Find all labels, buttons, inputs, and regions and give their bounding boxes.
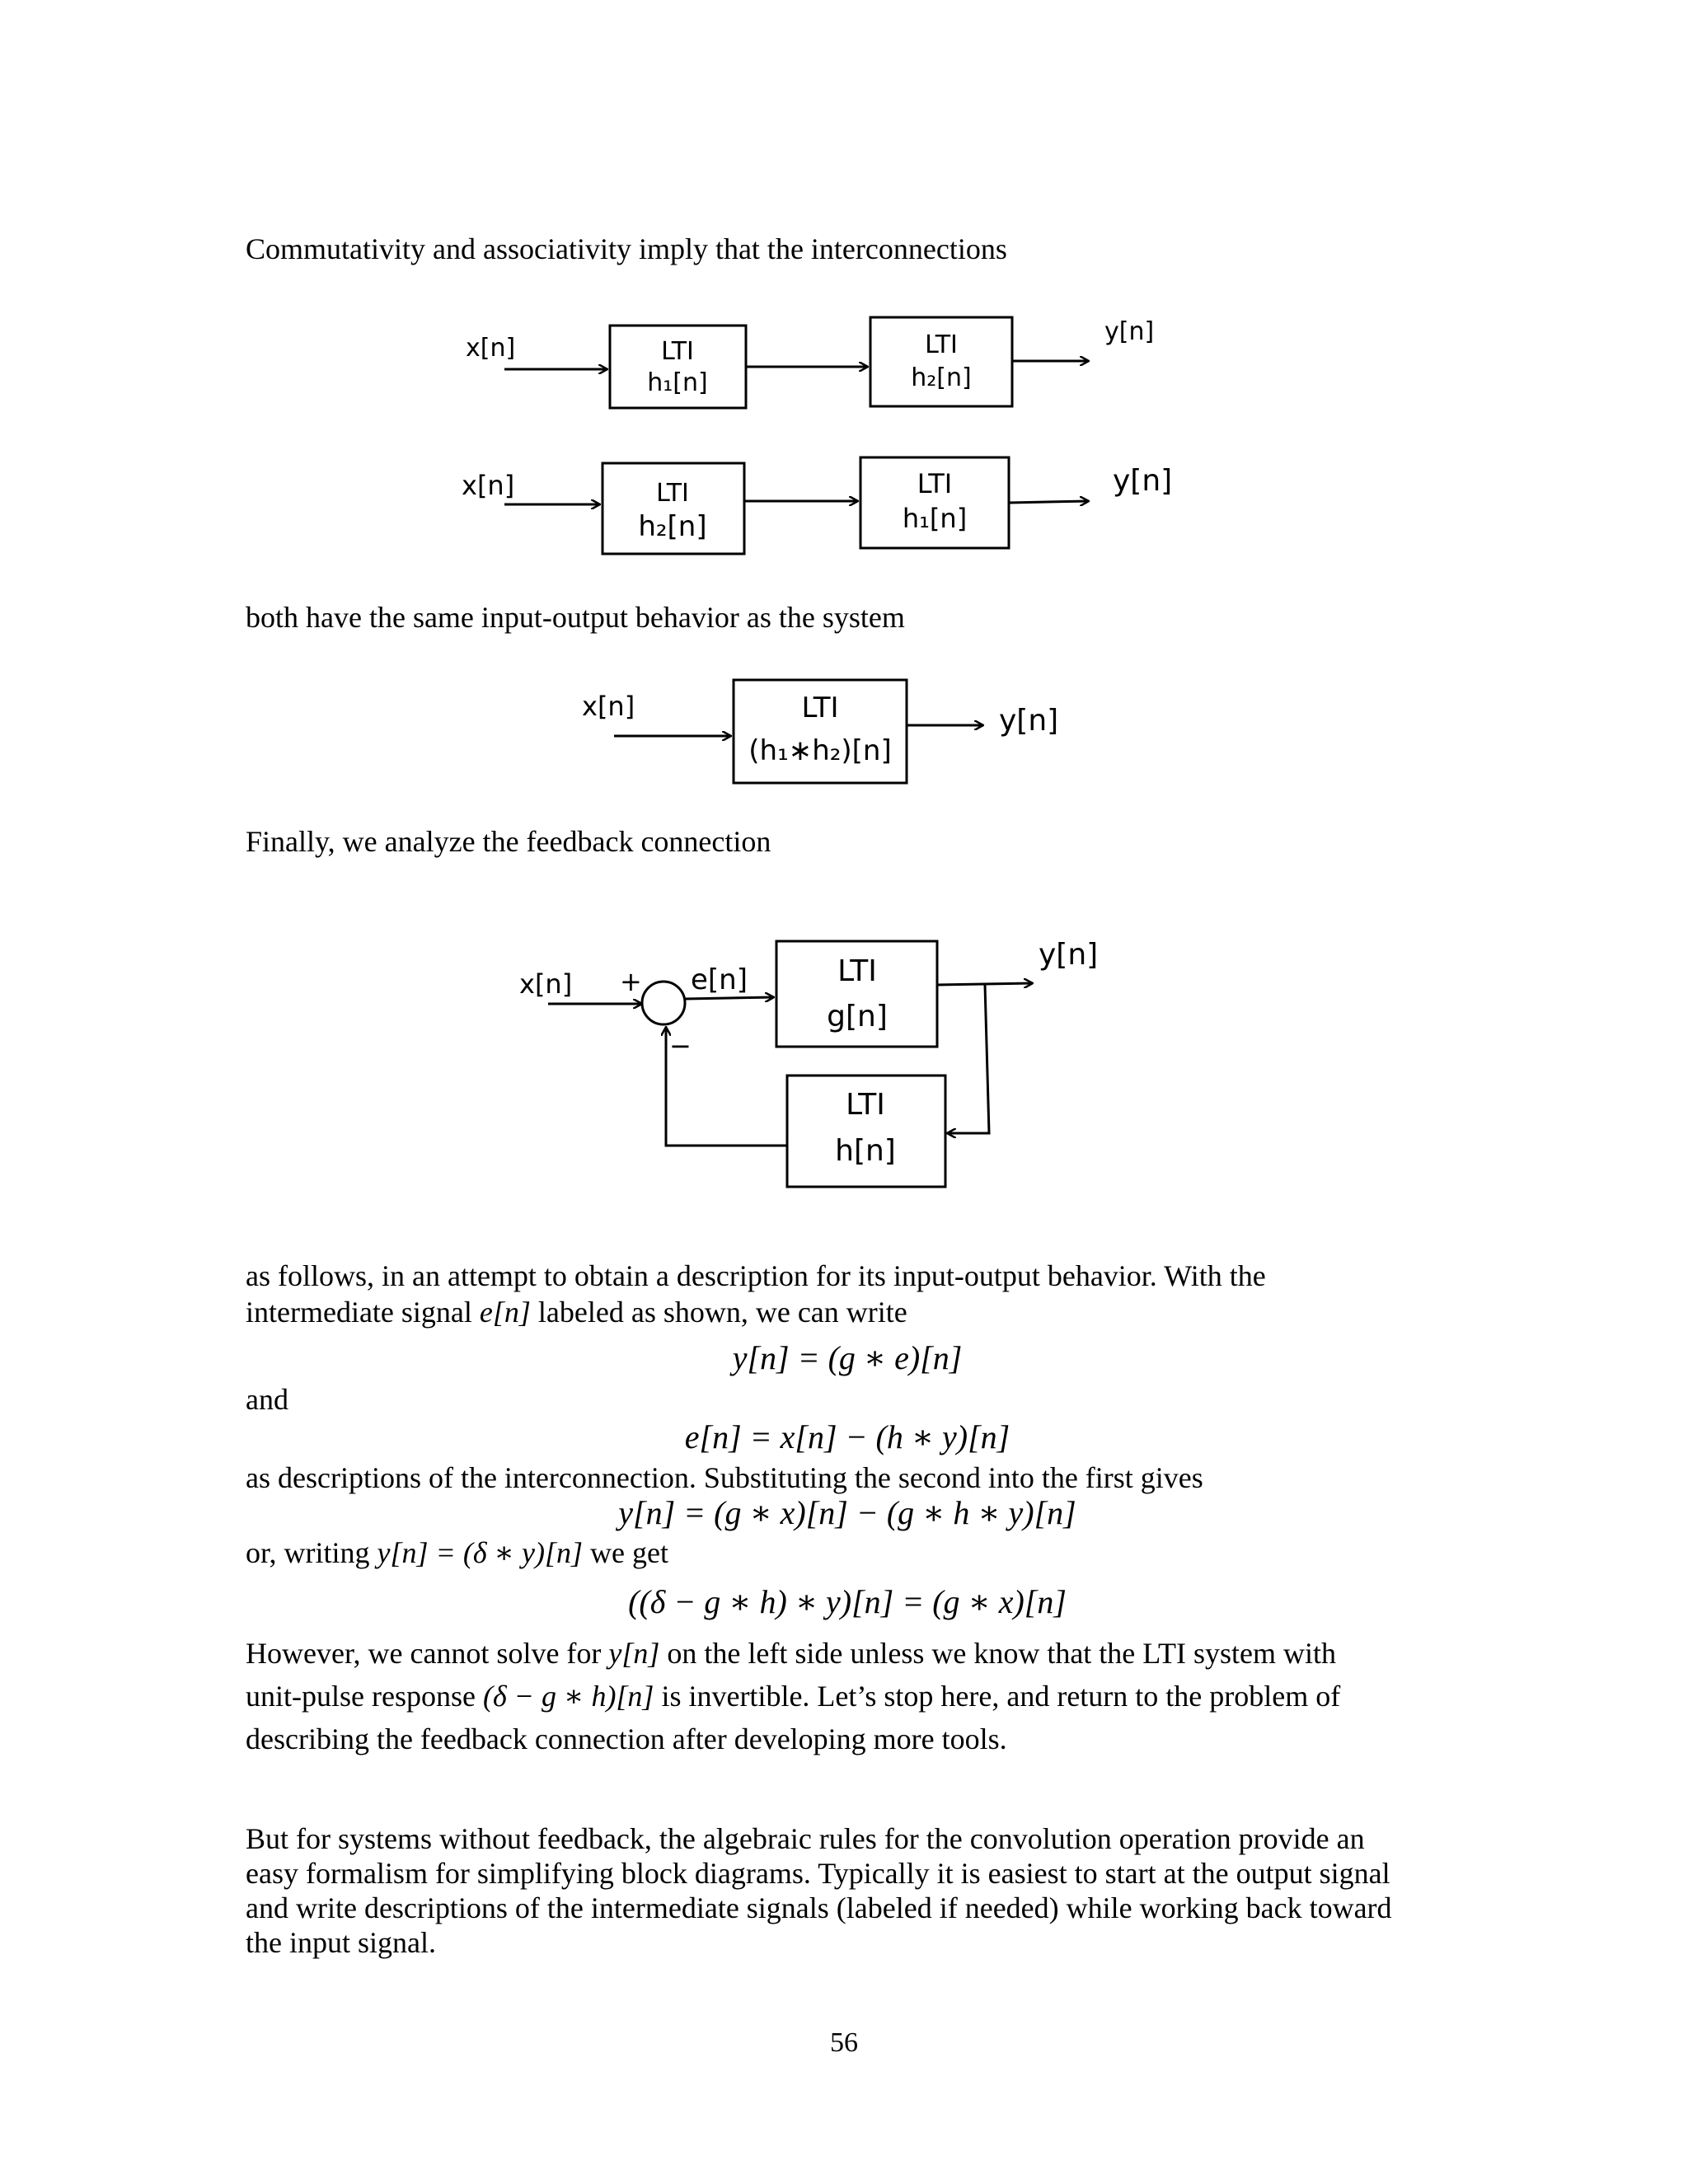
block-label-h2: h₂[n]	[911, 363, 972, 392]
block-label-h1: h₁[n]	[647, 368, 708, 397]
block-label-lti: LTI	[661, 337, 694, 366]
input-label: x[n]	[582, 691, 635, 722]
block-label-convolution: (h₁∗h₂)[n]	[748, 734, 892, 767]
text-fragment: However, we cannot solve for	[246, 1637, 602, 1670]
diagram-cascade-2	[462, 457, 1172, 554]
feedback-path-left	[666, 1047, 787, 1146]
block-label-h: h[n]	[835, 1134, 896, 1168]
feedback-path-right	[948, 985, 989, 1133]
inline-math-identity: y[n] = (δ ∗ y)[n]	[377, 1536, 584, 1569]
text-fragment: labeled as shown, we can write	[537, 1296, 907, 1329]
output-label: y[n]	[999, 704, 1059, 738]
arrow-output	[937, 983, 1032, 985]
paragraph-feedback: Finally, we analyze the feedback connection	[246, 825, 771, 858]
text-fragment: on the left side unless we know that the LTI system with	[667, 1637, 1336, 1670]
output-label: y[n]	[1039, 938, 1099, 972]
equation-2: e[n] = x[n] − (h ∗ y)[n]	[684, 1418, 1010, 1455]
text-fragment: or, writing	[246, 1536, 370, 1569]
block-label-lti: LTI	[801, 691, 839, 724]
output-label: y[n]	[1113, 464, 1173, 498]
arrow-error	[685, 997, 773, 999]
paragraph-same-behavior: both have the same input-output behavior as the system	[246, 601, 905, 634]
block-label-lti: LTI	[925, 330, 958, 359]
word-and: and	[246, 1383, 288, 1416]
line: and write descriptions of the intermediate signals (labeled if needed) while working back toward	[246, 1891, 1392, 1924]
block-label-h2: h₂[n]	[638, 510, 707, 543]
input-label: x[n]	[519, 968, 573, 1000]
diagram-equivalent	[582, 680, 1058, 783]
equation-1: y[n] = (g ∗ e)[n]	[732, 1339, 963, 1376]
minus-sign: −	[669, 1030, 692, 1062]
block-label-lti: LTI	[846, 1088, 885, 1122]
text-fragment: is invertible. Let’s stop here, and return to the problem of	[661, 1680, 1341, 1713]
equation-4: ((δ − g ∗ h) ∗ y)[n] = (g ∗ x)[n]	[628, 1583, 1067, 1620]
line: easy formalism for simplifying block diagrams. Typically it is easiest to start at the output signal	[246, 1857, 1390, 1890]
inline-math-e: e[n]	[479, 1296, 531, 1329]
paragraph-substituting: as descriptions of the interconnection. Substituting the second into the first gives	[246, 1461, 1203, 1494]
input-label: x[n]	[466, 334, 516, 363]
diagram-feedback	[519, 938, 1098, 1187]
line-describing: describing the feedback connection after developing more tools.	[246, 1722, 1007, 1755]
line: But for systems without feedback, the algebraic rules for the convolution operation provide an	[246, 1822, 1365, 1855]
equation-3: y[n] = (g ∗ x)[n] − (g ∗ h ∗ y)[n]	[618, 1494, 1076, 1531]
text-fragment: intermediate signal	[246, 1296, 472, 1329]
paragraph-intro: Commutativity and associativity imply that the interconnections	[246, 232, 1007, 265]
input-label: x[n]	[462, 470, 515, 501]
block-label-lti: LTI	[917, 468, 953, 499]
text-fragment: unit-pulse response	[246, 1680, 476, 1713]
block-label-g: g[n]	[827, 1000, 888, 1033]
inline-math-response: (δ − g ∗ h)[n]	[482, 1680, 654, 1713]
plus-sign: +	[620, 966, 642, 997]
output-label: y[n]	[1104, 317, 1155, 346]
summing-junction	[642, 982, 685, 1024]
line: the input signal.	[246, 1926, 436, 1959]
text-fragment: we get	[590, 1536, 668, 1569]
inline-math-y: y[n]	[608, 1637, 660, 1670]
block-label-h1: h₁[n]	[902, 503, 968, 534]
diagram-cascade-1	[466, 317, 1154, 408]
line-as-follows: as follows, in an attempt to obtain a description for its input-output behavior. With the	[246, 1259, 1266, 1292]
error-label: e[n]	[691, 963, 748, 996]
page-number: 56	[830, 2027, 858, 2058]
block-label-lti: LTI	[656, 479, 689, 508]
arrow-output	[1009, 501, 1088, 503]
block-label-lti: LTI	[837, 954, 877, 988]
